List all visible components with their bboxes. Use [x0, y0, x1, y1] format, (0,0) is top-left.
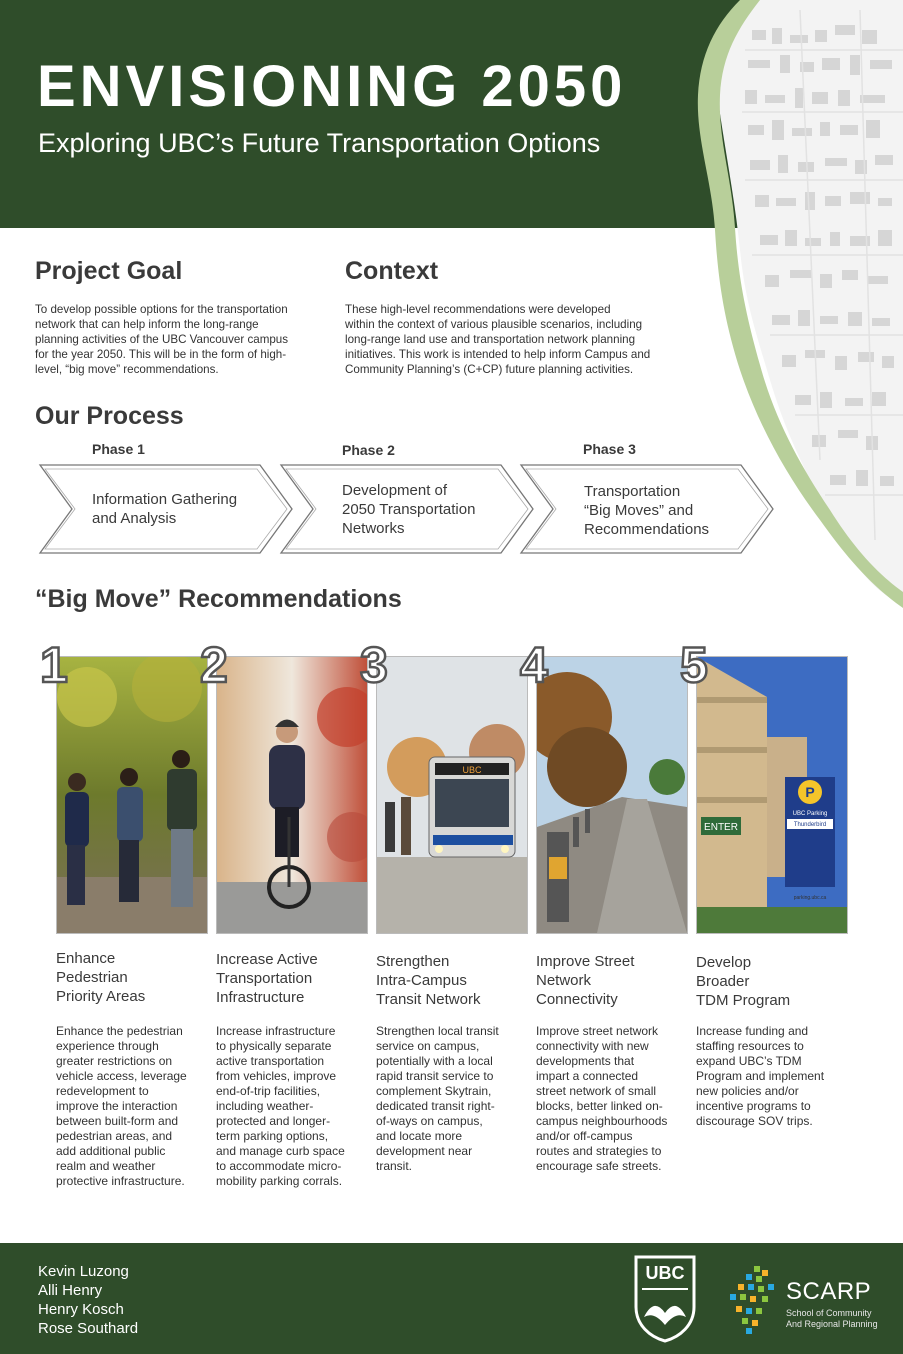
parking-name-text: Thunderbird: [793, 822, 827, 828]
recommendation-number-3: 3: [360, 637, 388, 693]
recommendation-number-1: 1: [40, 637, 68, 693]
enter-sign: ENTER: [704, 822, 738, 833]
authors-list: [38, 1262, 138, 1338]
scarp-name: SCARP: [786, 1278, 872, 1305]
project-goal-heading: Project Goal: [35, 257, 183, 285]
bus-photo: [376, 656, 528, 934]
poster-title: ENVISIONING 2050: [37, 54, 627, 119]
pedestrians-photo: [56, 656, 208, 934]
ubc-logo-text: UBC: [645, 1263, 685, 1283]
parking-url-text: parking.ubc.ca: [793, 895, 827, 901]
phase-1-label: Phase 1: [92, 441, 145, 457]
phase-3-text: Transportation “Big Moves” and Recommendations: [584, 483, 710, 538]
recommendation-number-2: 2: [200, 637, 228, 693]
phase-1-text: Information Gathering and Analysis: [92, 491, 238, 527]
parkade-photo: [696, 656, 848, 934]
process-heading: Our Process: [35, 402, 184, 430]
recommendation-number-5: 5: [680, 637, 708, 693]
author-name: Henry Kosch: [38, 1301, 124, 1318]
recommendation-title-2: Increase Active Transportation Infrastructure: [216, 951, 318, 1006]
recommendation-title-1: Enhance Pedestrian Priority Areas: [56, 950, 146, 1005]
recommendation-title-4: Improve Street Network Connectivity: [536, 953, 635, 1008]
recommendation-desc-5: Increase funding and staffing resources to expand UBC’s TDM Program and implement new policies and/or incentive programs to discourage SOV trips.: [696, 1024, 825, 1128]
context-text: These high-level recommendations were developed within the context of various plausible scenarios, including long-range land use and transportation network planning initiatives. This work is intended to help inform Campus and Community Planning’s (C+CP) future planning activities.: [345, 303, 651, 376]
parking-p-icon: P: [805, 784, 815, 800]
poster-subtitle: Exploring UBC’s Future Transportation Options: [38, 128, 601, 158]
author-name: Kevin Luzong: [38, 1263, 129, 1280]
author-name: Rose Southard: [38, 1320, 139, 1337]
recommendations-heading: “Big Move” Recommendations: [35, 585, 402, 613]
recommendation-desc-3: Strengthen local transit service on campus, potentially with a local rapid transit service to complement Skytrain, dedicated transit right- of-ways on campus, and locate more development near transit.: [376, 1024, 499, 1173]
scarp-logo-icon: [726, 1264, 782, 1336]
bus-destination-sign: UBC: [462, 765, 482, 775]
recommendation-number-4: 4: [520, 637, 548, 693]
phase-3-label: Phase 3: [583, 441, 636, 457]
recommendation-title-3: Strengthen Intra-Campus Transit Network: [376, 953, 481, 1008]
recommendation-desc-4: Improve street network connectivity with new developments that impart a connected street network of small blocks, better linked on- campus neighbourhoods and/or off-campus routes and strategies to encourage safe streets.: [536, 1024, 668, 1173]
parking-brand-text: UBC Parking: [792, 811, 828, 817]
recommendation-desc-2: Increase infrastructure to physically separate active transportation from vehicles, improve end-of-trip facilities, including weather- protected and longer- term parking options, and manage curb space to accommodate micro- mobility parking corrals.: [216, 1024, 345, 1188]
recommendation-title-5: Develop Broader TDM Program: [696, 954, 791, 1009]
cyclist-photo: [216, 656, 368, 934]
recommendation-desc-1: Enhance the pedestrian experience through greater restrictions on vehicle access, leverage redevelopment to improve the interaction between built-form and pedestrian areas, and add additional public realm and weather protective infrastructure.: [56, 1024, 187, 1188]
author-name: Alli Henry: [38, 1282, 103, 1299]
street-photo: [536, 656, 688, 934]
phase-2-text: Development of 2050 Transportation Networks: [342, 482, 476, 537]
project-goal-text: To develop possible options for the transportation network that can help inform the long-range planning activities of the UBC Vancouver campus for the year 2050. This will be in the form of high- level, “big move” recommendations.: [35, 303, 289, 376]
phase-2-label: Phase 2: [342, 442, 395, 458]
ubc-crest-logo: [634, 1255, 696, 1343]
context-heading: Context: [345, 257, 439, 285]
scarp-subtitle: School of Community And Regional Planning: [786, 1308, 878, 1329]
